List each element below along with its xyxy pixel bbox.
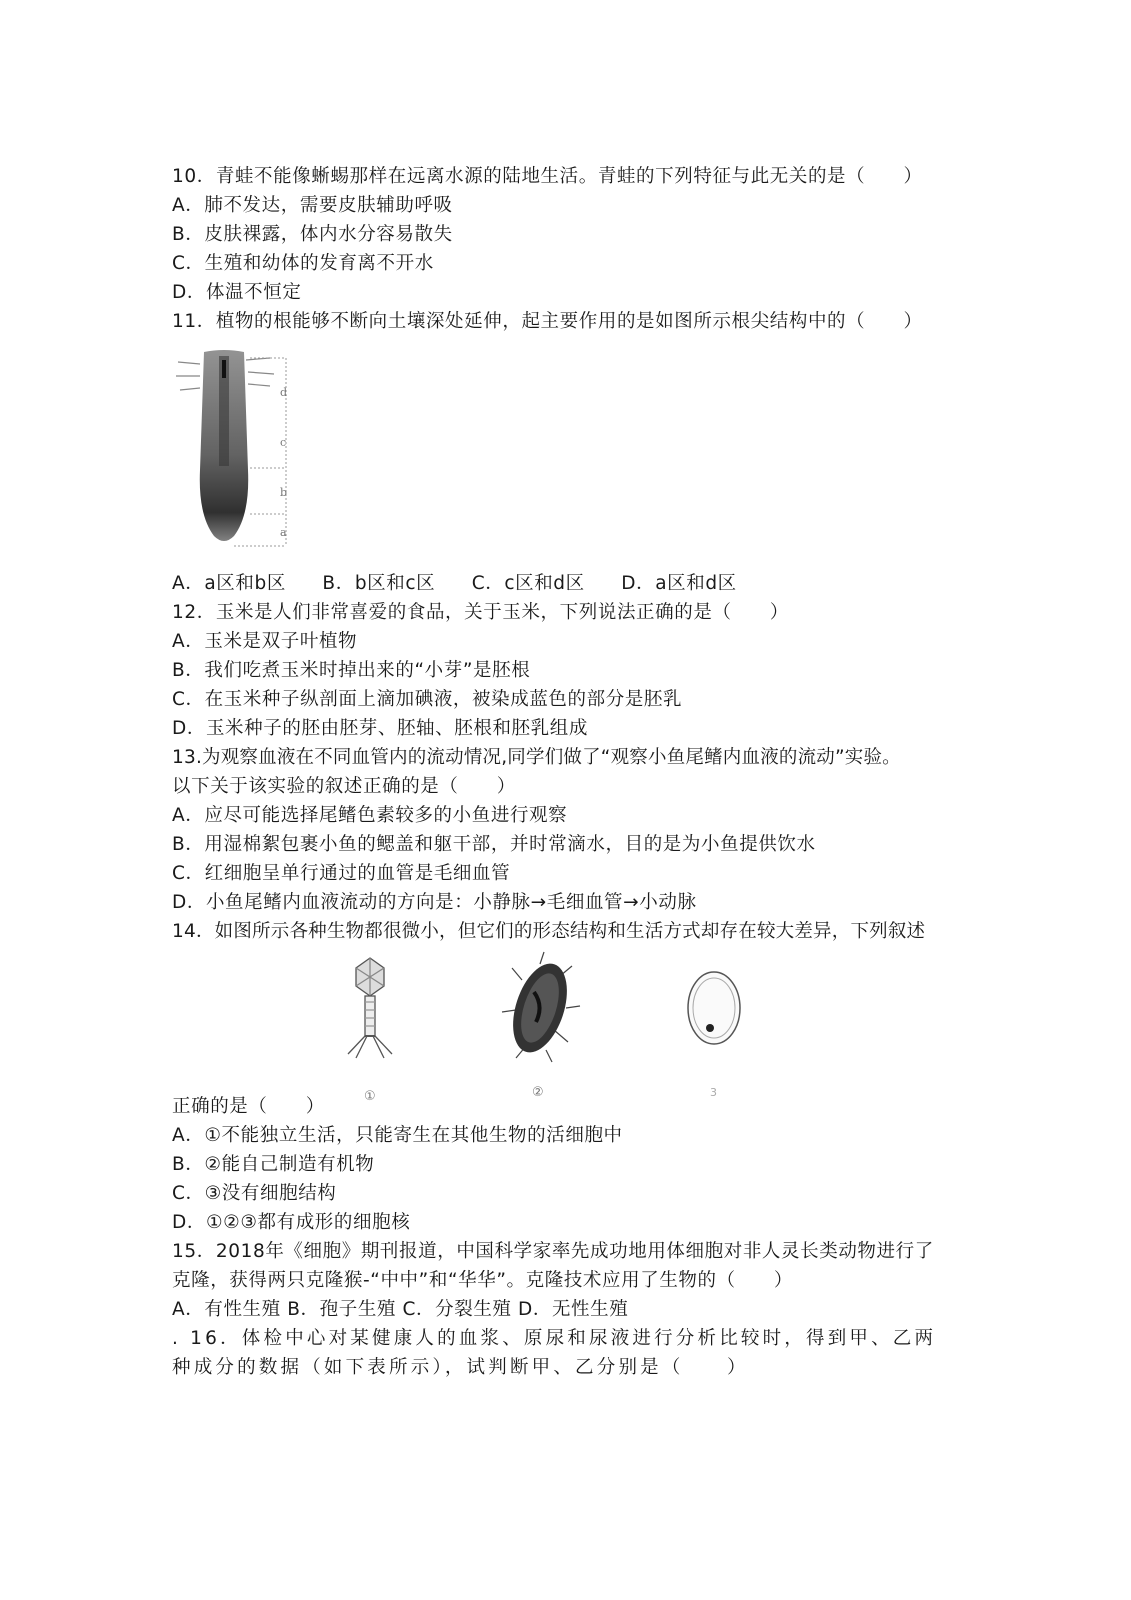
root-label-b: b	[280, 486, 288, 499]
q11-option-b: B．b区和c区	[322, 573, 436, 594]
q15-stem-line2: 克隆，获得两只克隆猴-“中中”和“华华”。克隆技术应用了生物的（ ）	[172, 1270, 794, 1291]
q16-stem-line1: . 16．体检中心对某健康人的血浆、原尿和尿液进行分析比较时，得到甲、乙两	[172, 1328, 937, 1349]
q11-option-d: D．a区和d区	[621, 573, 737, 594]
q10-option-b: B．皮肤裸露，体内水分容易散失	[172, 224, 453, 245]
q13-option-c: C．红细胞呈单行通过的血管是毛细血管	[172, 863, 511, 884]
root-label-c: c	[280, 436, 287, 449]
q10-option-d: D．体温不恒定	[172, 282, 302, 303]
q14-option-d: D．①②③都有成形的细胞核	[172, 1212, 411, 1233]
q12-option-c: C．在玉米种子纵剖面上滴加碘液，被染成蓝色的部分是胚乳	[172, 689, 683, 710]
q12-option-d: D．玉米种子的胚由胚芽、胚轴、胚根和胚乳组成	[172, 718, 588, 739]
q15-stem-line1: 15．2018年《细胞》期刊报道，中国科学家率先成功地用体细胞对非人灵长类动物进行了	[172, 1241, 934, 1262]
q13-option-b: B．用湿棉絮包裹小鱼的鳃盖和躯干部，并时常滴水，目的是为小鱼提供饮水	[172, 834, 816, 855]
q10-option-c: C．生殖和幼体的发育离不开水	[172, 253, 434, 274]
q10-option-a: A．肺不发达，需要皮肤辅助呼吸	[172, 195, 453, 216]
q15-options: A．有性生殖 B．孢子生殖 C．分裂生殖 D．无性生殖	[172, 1299, 629, 1320]
q11-option-c: C．c区和d区	[471, 573, 585, 594]
q13-stem-line2: 以下关于该实验的叙述正确的是（ ）	[172, 776, 516, 797]
q14-option-c: C．③没有细胞结构	[172, 1183, 337, 1204]
q11-option-a: A．a区和b区	[172, 573, 286, 594]
q16-stem-line2: 种成分的数据（如下表所示），试判断甲、乙分别是（ ）	[172, 1357, 749, 1378]
q11-options	[172, 570, 767, 598]
q13-stem-line1: 13.为观察血液在不同血管内的流动情况,同学们做了“观察小鱼尾鳍内血液的流动”实验。	[172, 747, 901, 768]
root-label-a: a	[280, 526, 287, 539]
q12-stem: 12．玉米是人们非常喜爱的食品，关于玉米，下列说法正确的是（ ）	[172, 602, 789, 623]
q14-option-a: A．①不能独立生活，只能寄生在其他生物的活细胞中	[172, 1125, 623, 1146]
microbes-figure	[330, 950, 770, 1110]
q11-stem: 11．植物的根能够不断向土壤深处延伸，起主要作用的是如图所示根尖结构中的（ ）	[172, 311, 923, 332]
q14-stem-line2: 正确的是（ ）	[172, 1096, 325, 1117]
root-tip-figure	[174, 350, 304, 558]
figure-label-3: 3	[710, 1086, 717, 1099]
q12-option-b: B．我们吃煮玉米时掉出来的“小芽”是胚根	[172, 660, 531, 681]
figure-label-2: ②	[532, 1085, 544, 1100]
q14-option-b: B．②能自己制造有机物	[172, 1154, 375, 1175]
q14-stem-line1: 14．如图所示各种生物都很微小，但它们的形态结构和生活方式却存在较大差异，下列叙述	[172, 921, 926, 942]
q13-option-d: D．小鱼尾鳍内血液流动的方向是：小静脉→毛细血管→小动脉	[172, 892, 697, 913]
bacterium-icon	[502, 952, 580, 1062]
bacteriophage-icon	[348, 958, 392, 1058]
q13-option-a: A．应尽可能选择尾鳍色素较多的小鱼进行观察	[172, 805, 568, 826]
figure-label-1: ①	[364, 1089, 376, 1104]
yeast-cell-icon	[688, 972, 740, 1044]
root-label-d: d	[280, 386, 288, 399]
q10-stem: 10．青蛙不能像蜥蜴那样在远离水源的陆地生活。青蛙的下列特征与此无关的是（ ）	[172, 166, 923, 187]
q12-option-a: A．玉米是双子叶植物	[172, 631, 358, 652]
